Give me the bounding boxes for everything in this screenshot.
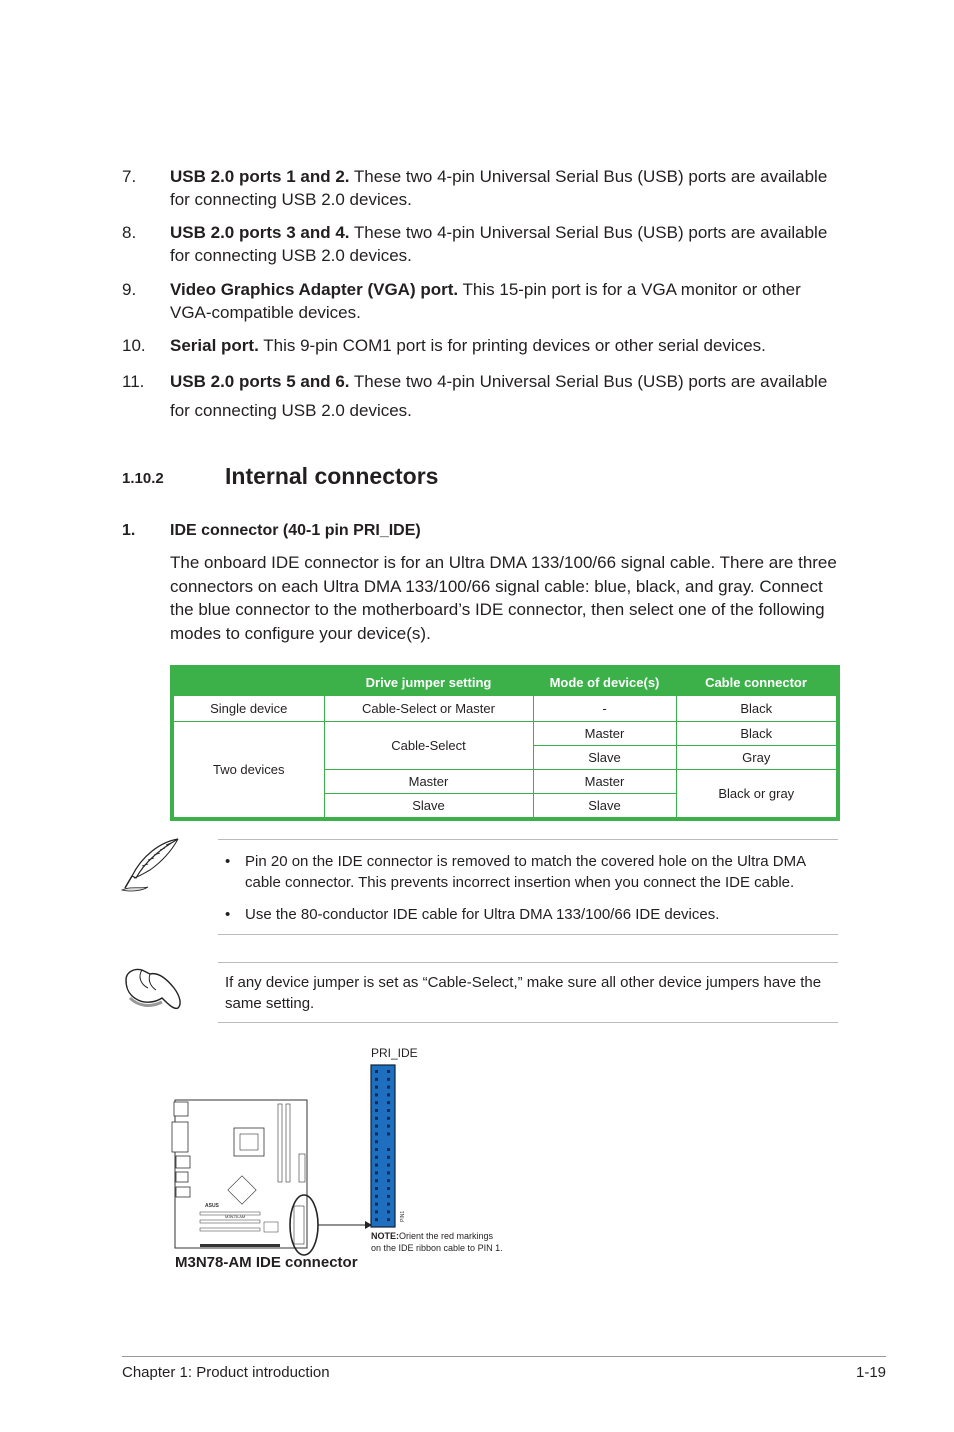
ide-item-number: 1. xyxy=(122,522,136,539)
connector-pin xyxy=(375,1210,378,1213)
item-number: 11. xyxy=(122,372,145,391)
connector-pin xyxy=(387,1132,390,1135)
connector-pin xyxy=(375,1101,378,1104)
figure-note xyxy=(371,1230,503,1254)
connector-pin xyxy=(387,1187,390,1190)
board-model-label: M3N78-AM xyxy=(225,1214,246,1219)
feather-pen-icon xyxy=(120,836,182,899)
table-cell: Black xyxy=(676,722,838,746)
connector-pin xyxy=(375,1156,378,1159)
connector-pin xyxy=(375,1117,378,1120)
ide-paragraph: The onboard IDE connector is for an Ultra DMA 133/100/66 signal cable. There are three connectors on each Ultra DMA 133/100/66 signal cable: blue, black, and gray. Connect the blue connector to the motherboard’s IDE connector, then select one of the following modes to configure your device(s). xyxy=(170,553,837,643)
connector-pin xyxy=(375,1164,378,1167)
connector-pin xyxy=(387,1117,390,1120)
table-header xyxy=(172,667,324,696)
table-cell: Black or gray xyxy=(676,770,838,820)
connector-pin xyxy=(375,1132,378,1135)
connector-pin xyxy=(387,1171,390,1174)
pri-ide-connector xyxy=(371,1065,395,1227)
connector-pin xyxy=(387,1218,390,1221)
table-cell: Master xyxy=(533,722,676,746)
table-header: Cable connector xyxy=(676,667,838,696)
brand-label: ASUS xyxy=(205,1203,219,1209)
table-row xyxy=(172,696,838,722)
connector-pin xyxy=(375,1140,378,1143)
note-label: NOTE: xyxy=(371,1231,399,1241)
table-cell: - xyxy=(533,696,676,722)
table-cell: Cable-Select xyxy=(324,722,533,770)
item-heading: USB 2.0 ports 1 and 2. xyxy=(170,167,350,186)
connector-pin xyxy=(387,1164,390,1167)
connector-pin xyxy=(387,1195,390,1198)
table-header: Mode of device(s) xyxy=(533,667,676,696)
connector-pin xyxy=(375,1093,378,1096)
connector-pin xyxy=(375,1179,378,1182)
item-number: 10. xyxy=(122,336,146,355)
item-text: This 9-pin COM1 port is for printing devices or other serial devices. xyxy=(258,336,766,355)
connector-pin xyxy=(387,1179,390,1182)
connector-pin xyxy=(375,1078,378,1081)
connector-pin xyxy=(387,1109,390,1112)
table-cell: Single device xyxy=(172,696,324,722)
item-number: 8. xyxy=(122,223,137,242)
connector-pin xyxy=(387,1086,390,1089)
section-title: Internal connectors xyxy=(225,463,439,489)
figure-caption: M3N78-AM IDE connector xyxy=(175,1254,358,1271)
table-cell: Gray xyxy=(676,746,838,770)
connector-label: PRI_IDE xyxy=(371,1046,418,1060)
connector-pin xyxy=(375,1203,378,1206)
item-text: These two 4-pin Universal Serial Bus (USB) ports are available for connecting USB 2.0 devices. xyxy=(170,223,828,265)
connector-pin xyxy=(387,1101,390,1104)
connector-pin xyxy=(387,1093,390,1096)
motherboard-illustration xyxy=(172,1100,318,1255)
table-header-row xyxy=(172,667,838,696)
item-heading: Video Graphics Adapter (VGA) port. xyxy=(170,280,459,299)
note-box: • Pin 20 on the IDE connector is removed to match the covered hole on the Ultra DMA cable connector. This prevents incorrect insertion when you connect the IDE cable. • Use the 80-conductor IDE cable for Ultra DMA 133/100/66 IDE devices. xyxy=(218,839,838,935)
item-heading: USB 2.0 ports 3 and 4. xyxy=(170,223,350,242)
table-cell: Master xyxy=(324,770,533,794)
connector-pin xyxy=(375,1148,378,1151)
table-cell: Slave xyxy=(533,746,676,770)
item-number: 7. xyxy=(122,167,137,186)
connector-pin xyxy=(387,1203,390,1206)
connector-pin xyxy=(387,1125,390,1128)
item-text: This 15-pin port is for a VGA monitor or other VGA-compatible devices. xyxy=(170,280,801,322)
connector-pin xyxy=(387,1156,390,1159)
table-cell: Slave xyxy=(324,794,533,820)
table-cell: Two devices xyxy=(172,722,324,820)
table-cell: Black xyxy=(676,696,838,722)
pin1-label: PIN1 xyxy=(400,1210,406,1222)
connector-pin xyxy=(375,1070,378,1073)
pointing-hand-icon xyxy=(120,962,186,1019)
note-line-1: Orient the red markings xyxy=(399,1231,494,1241)
connector-pin xyxy=(387,1078,390,1081)
connector-pin xyxy=(387,1070,390,1073)
item-heading: USB 2.0 ports 5 and 6. xyxy=(170,372,350,391)
ide-connector-on-board xyxy=(294,1206,304,1244)
caution-text: If any device jumper is set as “Cable-Select,” make sure all other device jumpers have the same setting. xyxy=(225,974,822,1012)
caution-box xyxy=(218,962,838,1023)
connector-pin xyxy=(375,1125,378,1128)
item-text: These two 4-pin Universal Serial Bus (USB) ports are available for connecting USB 2.0 devices. xyxy=(170,372,828,420)
connector-pin xyxy=(387,1148,390,1151)
table-cell: Slave xyxy=(533,794,676,820)
footer-chapter: Chapter 1: Product introduction xyxy=(122,1364,330,1381)
item-text: These two 4-pin Universal Serial Bus (USB) ports are available for connecting USB 2.0 devices. xyxy=(170,167,828,209)
connector-pin xyxy=(375,1086,378,1089)
footer-divider xyxy=(122,1356,886,1357)
table-cell: Cable-Select or Master xyxy=(324,696,533,722)
page-number: 1-19 xyxy=(856,1364,887,1381)
connector-pin xyxy=(375,1187,378,1190)
connector-pin xyxy=(375,1109,378,1112)
table-row xyxy=(172,722,838,746)
connector-pin xyxy=(375,1195,378,1198)
connector-pin xyxy=(375,1218,378,1221)
note-line-2: on the IDE ribbon cable to PIN 1. xyxy=(371,1243,503,1253)
connector-pin xyxy=(375,1171,378,1174)
item-number: 9. xyxy=(122,280,137,299)
section-number: 1.10.2 xyxy=(122,470,164,487)
table-cell: Master xyxy=(533,770,676,794)
item-heading: Serial port. xyxy=(170,336,259,355)
table-header: Drive jumper setting xyxy=(324,667,533,696)
connector-pin xyxy=(387,1210,390,1213)
jumper-settings-table xyxy=(170,665,840,821)
ide-item-title: IDE connector (40-1 pin PRI_IDE) xyxy=(170,522,421,539)
